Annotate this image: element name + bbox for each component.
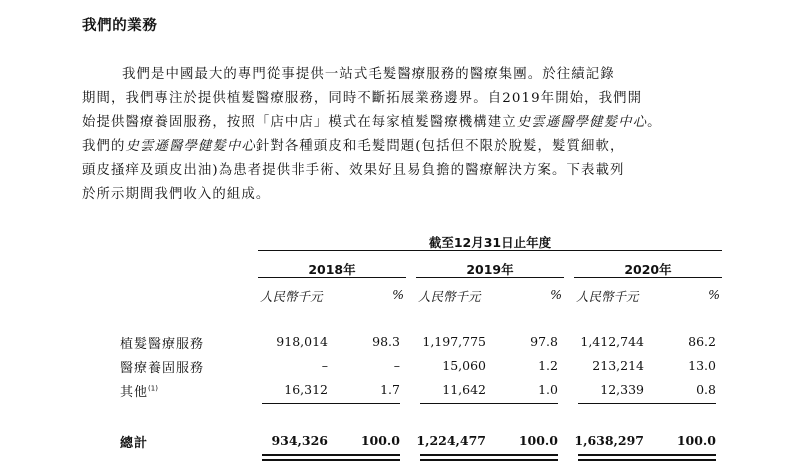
table-cell: 918,014 [276,334,328,349]
header-rule [258,250,722,251]
table-cell: 98.3 [372,334,400,349]
double-rule [420,459,558,461]
total-cell: 100.0 [676,433,716,448]
table-cell: 1.0 [538,382,558,397]
double-rule [578,454,716,456]
double-rule [420,454,558,456]
subtotal-rule [420,403,558,404]
double-rule [578,459,716,461]
paragraph-line: 我們是中國最大的專門從事提供一站式毛髮醫療服務的醫療集團。於往績記錄 [122,67,615,82]
paragraph-line: 期間，我們專注於提供植髮醫療服務，同時不斷拓展業務邊界。自2019年開始，我們開 [82,91,643,106]
table-cell: 213,214 [592,358,644,373]
table-cell: 13.0 [688,358,716,373]
total-cell: 100.0 [360,433,400,448]
paragraph-line: 我們的史雲遜醫學健髮中心針對各種頭皮和毛髮問題(包括但不限於脫髮，髮質細軟， [82,139,625,154]
table-cell: 16,312 [284,382,328,397]
pct-label: % [550,287,562,302]
double-rule [262,459,400,461]
table-cell: 1.2 [538,358,558,373]
table-cell: 1,412,744 [580,334,644,349]
year-header-2019: 2019年 [466,262,514,277]
subtotal-rule [262,403,400,404]
pct-label: % [708,287,720,302]
unit-label: 人民幣千元 [260,289,323,304]
period-header: 截至12月31日止年度 [428,235,552,250]
table-cell: – [393,358,400,373]
year-header-2018: 2018年 [308,262,356,277]
unit-label: 人民幣千元 [576,289,639,304]
table-cell: 15,060 [442,358,486,373]
table-cell: 0.8 [696,382,716,397]
table-cell: 1,197,775 [422,334,486,349]
year-rule [574,277,722,278]
paragraph-line: 始提供醫療養固服務，按照「店中店」模式在每家植髮醫療機構建立史雲遜醫學健髮中心。 [82,115,662,130]
footnote-marker: (1) [148,384,158,393]
row-label-hair-transplant: 植髮醫療服務 [120,337,205,352]
double-rule [262,454,400,456]
unit-label: 人民幣千元 [418,289,481,304]
row-label-total: 總計 [120,436,149,451]
table-cell: 86.2 [688,334,716,349]
row-label-others: 其他$^{(1)}$ [120,384,158,400]
total-cell: 1,638,297 [574,433,644,448]
table-cell: 12,339 [600,382,644,397]
paragraph-line: 於所示期間我們收入的組成。 [82,187,271,202]
table-cell: 97.8 [530,334,558,349]
year-rule [416,277,564,278]
table-cell: 11,642 [442,382,486,397]
total-cell: 100.0 [518,433,558,448]
pct-label: % [392,287,404,302]
table-cell: 1.7 [380,382,400,397]
total-cell: 934,326 [271,433,328,448]
subtotal-rule [578,403,716,404]
year-rule [258,277,406,278]
section-title: 我們的業務 [82,18,158,34]
paragraph-line: 頭皮搔痒及頭皮出油)為患者提供非手術、效果好且易負擔的醫療解決方案。下表載列 [82,163,625,178]
year-header-2020: 2020年 [624,262,672,277]
row-label-hair-care: 醫療養固服務 [120,361,205,376]
table-cell: – [321,358,328,373]
center-name-italic: 史雲遜醫學健髮中心 [125,139,256,154]
center-name-italic: 史雲遜醫學健髮中心 [516,115,648,130]
total-cell: 1,224,477 [416,433,486,448]
